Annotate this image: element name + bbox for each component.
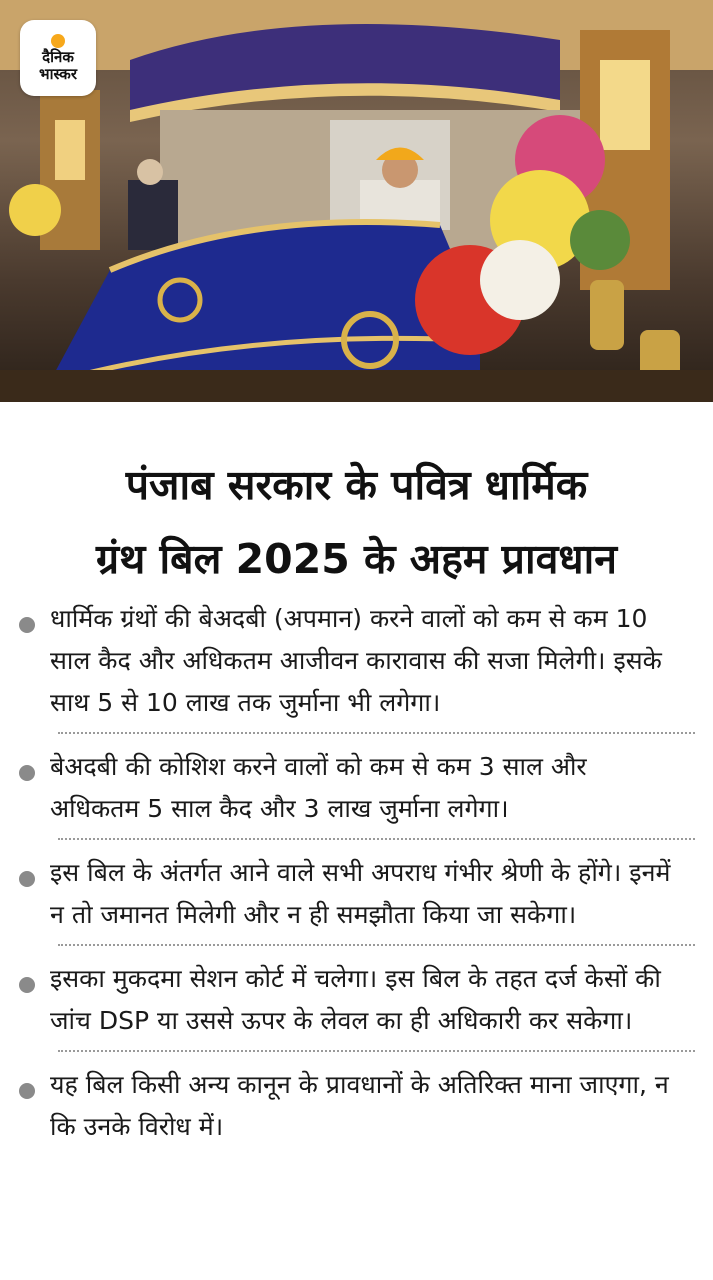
bullet-icon bbox=[19, 1083, 35, 1099]
list-item-text: बेअदबी की कोशिश करने वालों को कम से कम 3 साल और अधिकतम 5 साल कैद और 3 लाख जुर्माना लगेगा। bbox=[50, 752, 587, 823]
headline bbox=[0, 448, 713, 596]
header-photo bbox=[0, 0, 713, 402]
divider bbox=[58, 944, 695, 946]
list-item-text: धार्मिक ग्रंथों की बेअदबी (अपमान) करने वालों को कम से कम 10 साल कैद और अधिकतम आजीवन कारावास की सजा मिलेगी। इसके साथ 5 से 10 लाख तक जुर्माना भी लगेगा। bbox=[50, 604, 662, 717]
bullet-icon bbox=[19, 617, 35, 633]
divider bbox=[58, 838, 695, 840]
list-item bbox=[0, 598, 713, 724]
logo-line2: भास्कर bbox=[39, 64, 77, 83]
sun-icon bbox=[51, 34, 65, 48]
list-item bbox=[0, 1064, 713, 1148]
bullet-icon bbox=[19, 765, 35, 781]
provisions-list bbox=[0, 598, 713, 1148]
headline-line1: पंजाब सरकार के पवित्र धार्मिक bbox=[125, 461, 588, 509]
dainik-bhaskar-logo bbox=[20, 20, 96, 96]
list-item bbox=[0, 958, 713, 1042]
list-item-text: इस बिल के अंतर्गत आने वाले सभी अपराध गंभीर श्रेणी के होंगे। इनमें न तो जमानत मिलेगी और न ही समझौता किया जा सकेगा। bbox=[50, 858, 671, 929]
logo-line1: दैनिक bbox=[42, 47, 74, 66]
bullet-icon bbox=[19, 871, 35, 887]
list-item-text: इसका मुकदमा सेशन कोर्ट में चलेगा। इस बिल के तहत दर्ज केसों की जांच DSP या उससे ऊपर के लेवल का ही अधिकारी कर सकेगा। bbox=[50, 964, 661, 1035]
headline-line2: ग्रंथ बिल 2025 के अहम प्रावधान bbox=[95, 535, 618, 583]
bullet-icon bbox=[19, 977, 35, 993]
divider bbox=[58, 732, 695, 734]
list-item bbox=[0, 852, 713, 936]
list-item bbox=[0, 746, 713, 830]
gurdwara-photo-illustration bbox=[0, 0, 713, 402]
divider bbox=[58, 1050, 695, 1052]
list-item-text: यह बिल किसी अन्य कानून के प्रावधानों के अतिरिक्त माना जाएगा, न कि उनके विरोध में। bbox=[50, 1070, 669, 1141]
